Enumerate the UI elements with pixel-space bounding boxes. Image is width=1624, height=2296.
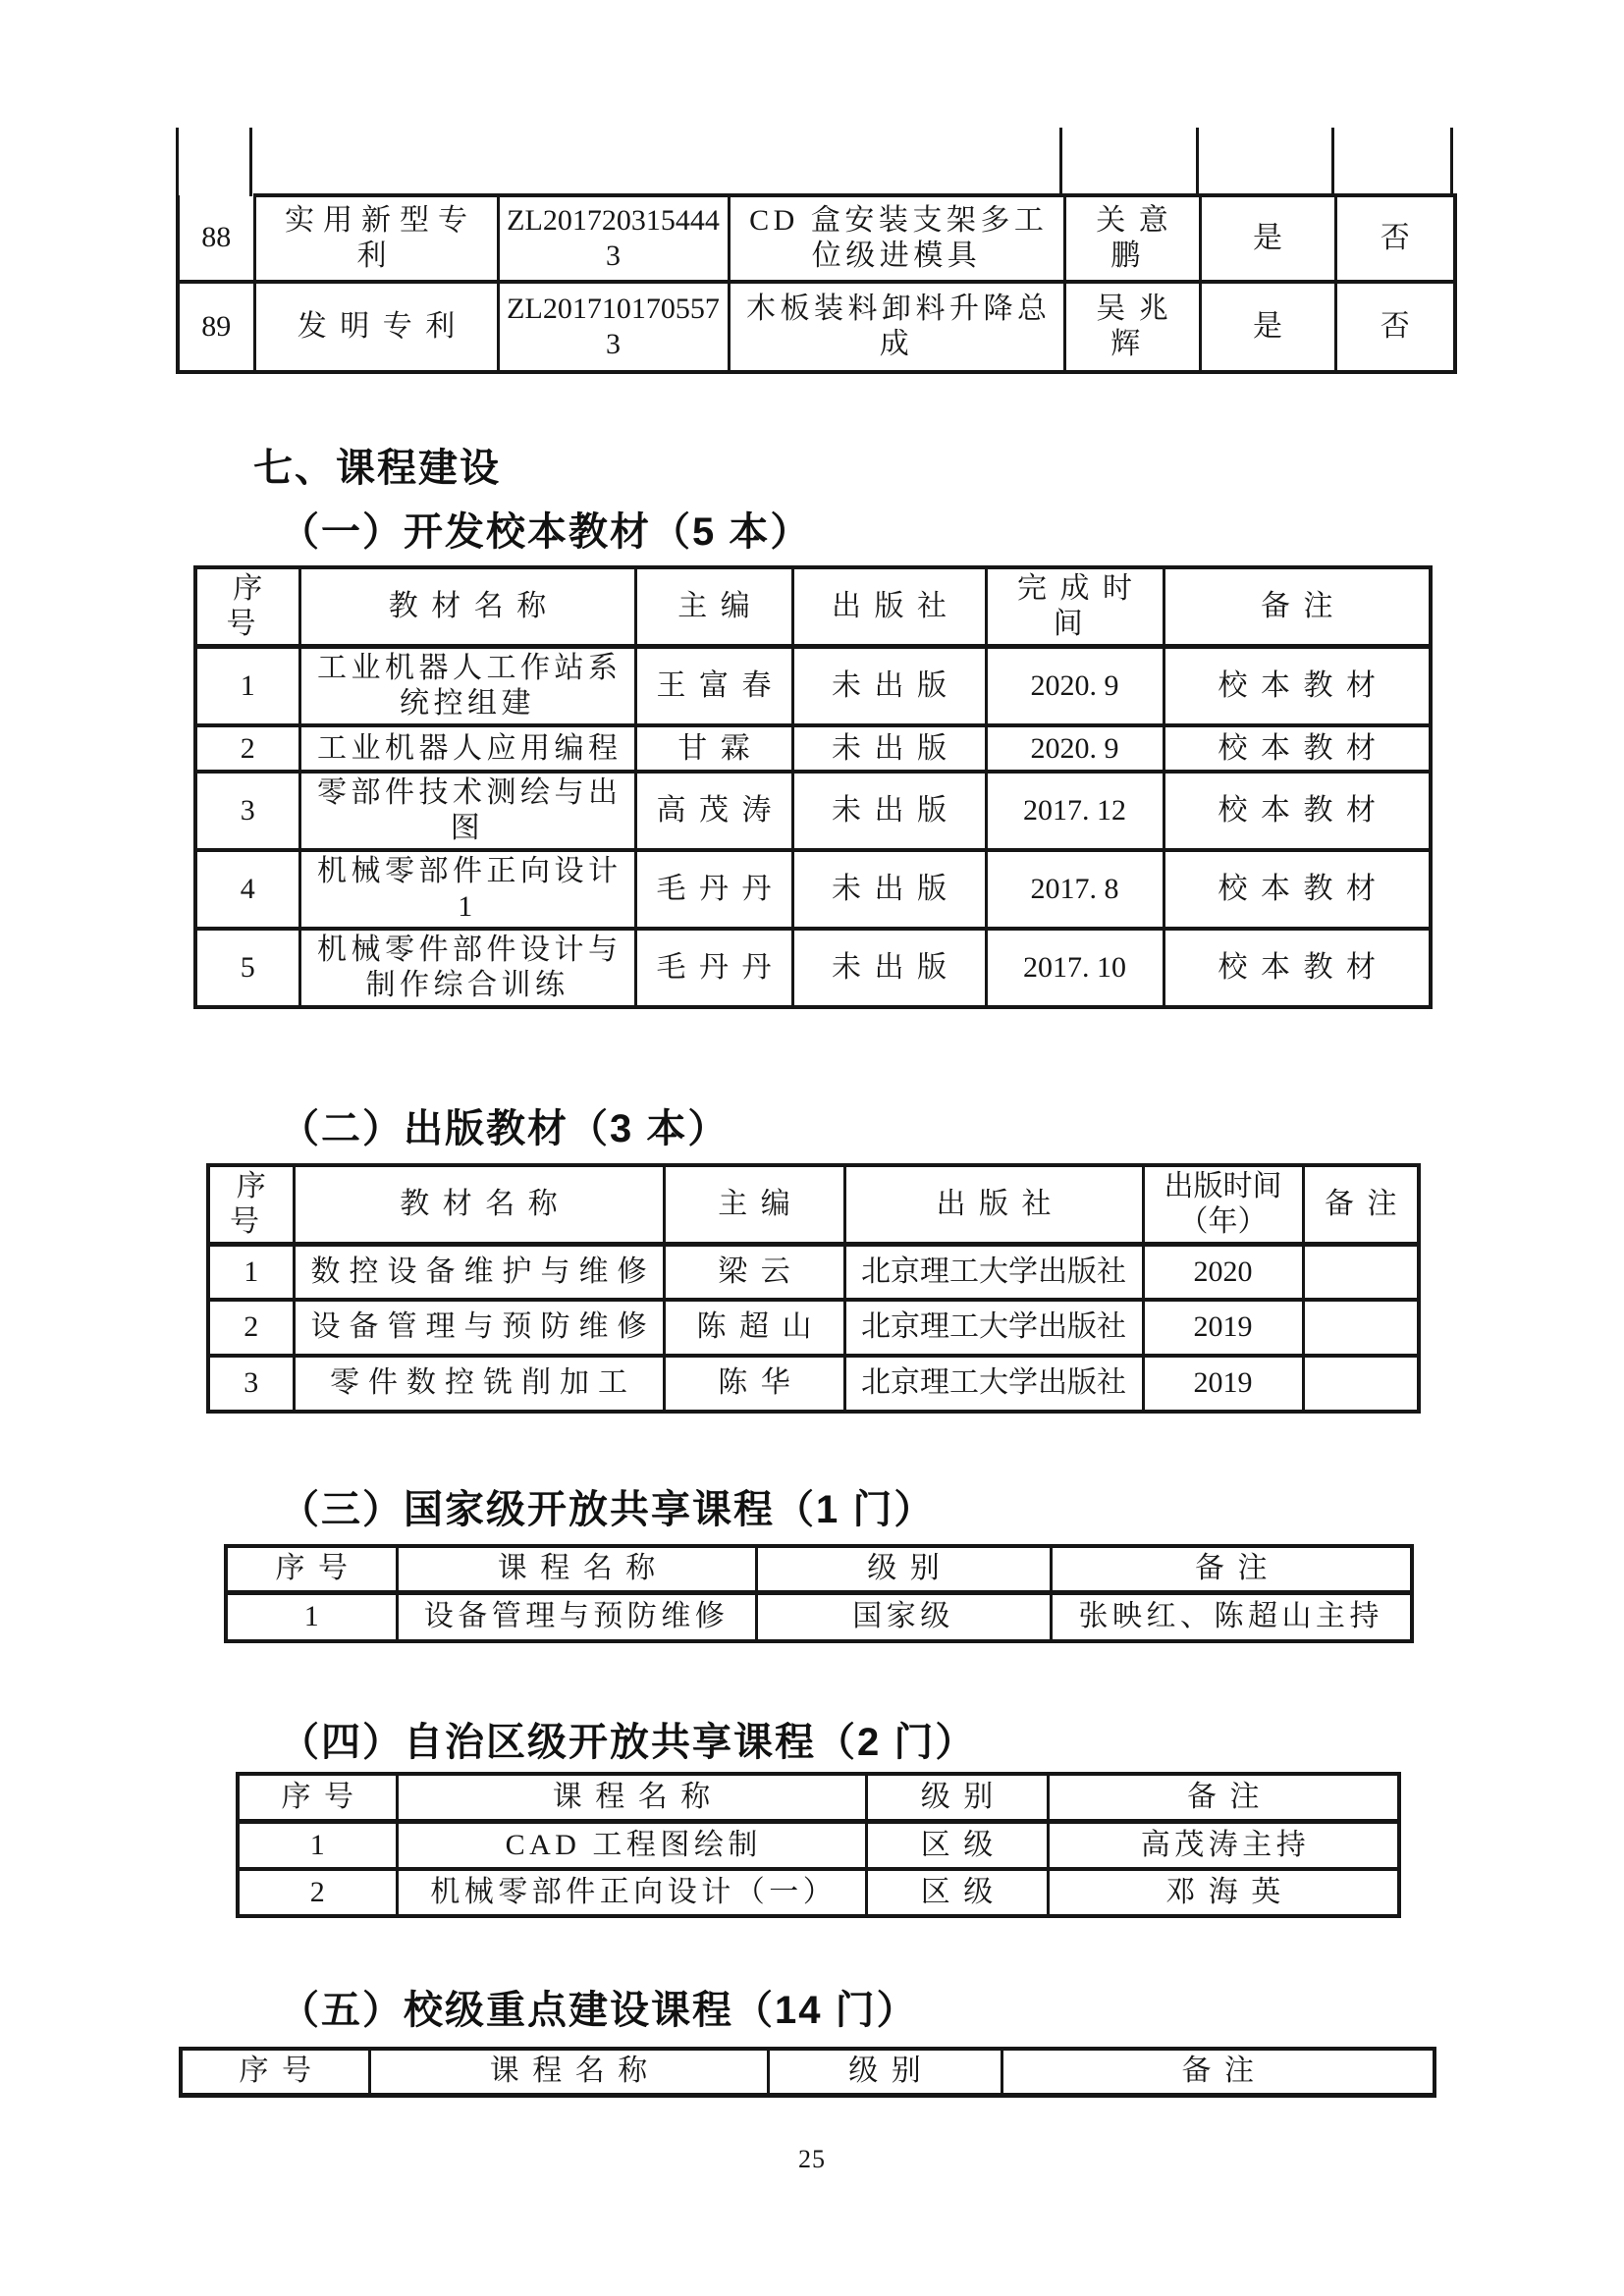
- table-continuation-line: [176, 128, 179, 196]
- table-row: [195, 647, 1431, 726]
- cell-year: 2020: [1143, 1245, 1303, 1300]
- table-row: [208, 1245, 1419, 1300]
- cell-level: 区级: [866, 1869, 1048, 1916]
- cell-serial: 88: [178, 195, 254, 282]
- subsection-heading-3: （三）国家级开放共享课程（1 门）: [280, 1488, 936, 1531]
- cell-editor: 王富春: [635, 647, 792, 726]
- cell-title: 工业机器人应用编程: [299, 725, 635, 772]
- cell-patent-number: ZL2017101705573: [498, 282, 729, 372]
- cell-editor: 甘霖: [635, 725, 792, 772]
- cell-publisher: 未出版: [792, 929, 986, 1007]
- table-continuation-line: [249, 128, 252, 196]
- subsection-heading-2: （二）出版教材（3 本）: [280, 1107, 730, 1150]
- table-row: [238, 1821, 1399, 1869]
- cell-title: 零件数控铣削加工: [294, 1356, 664, 1412]
- column-header: 序号: [226, 1546, 397, 1592]
- column-header: 级别: [756, 1546, 1051, 1592]
- cell-time: 2020. 9: [986, 725, 1164, 772]
- column-header: 备注: [1048, 1774, 1399, 1821]
- page-number: 25: [798, 2145, 826, 2173]
- cell-inventor: 关意鹏: [1064, 195, 1200, 282]
- cell-flag-yes: 是: [1200, 282, 1335, 372]
- patent-table: [176, 193, 1457, 374]
- column-header: 出版社: [844, 1165, 1143, 1245]
- cell-patent-type: 实用新型专利: [254, 195, 498, 282]
- cell-level: 国家级: [756, 1592, 1051, 1641]
- cell-publisher: 北京理工大学出版社: [844, 1245, 1143, 1300]
- cell-editor: 梁云: [664, 1245, 844, 1300]
- cell-serial: 1: [208, 1245, 294, 1300]
- column-header: 主编: [664, 1165, 844, 1245]
- cell-course: 设备管理与预防维修: [397, 1592, 756, 1641]
- cell-course: CAD 工程图绘制: [397, 1821, 866, 1869]
- table-row: [178, 195, 1455, 282]
- cell-publisher: 未出版: [792, 850, 986, 929]
- column-header: 序号: [181, 2049, 369, 2095]
- cell-flag-no: 否: [1335, 282, 1455, 372]
- table-row: [208, 1300, 1419, 1356]
- column-header: 出版社: [792, 567, 986, 647]
- column-header: 完成时间: [986, 567, 1164, 647]
- cell-publisher: 未出版: [792, 725, 986, 772]
- regional-course-table: [236, 1772, 1401, 1918]
- cell-serial: 3: [195, 772, 299, 850]
- column-header: 级别: [768, 2049, 1001, 2095]
- column-header: 级别: [866, 1774, 1048, 1821]
- cell-serial: 2: [208, 1300, 294, 1356]
- table-header-row: [238, 1774, 1399, 1821]
- national-course-table: [224, 1544, 1414, 1643]
- cell-title: 零部件技术测绘与出图: [299, 772, 635, 850]
- cell-editor: 陈华: [664, 1356, 844, 1412]
- table-header-row: [208, 1165, 1419, 1245]
- column-header: 备注: [1303, 1165, 1419, 1245]
- cell-editor: 毛丹丹: [635, 929, 792, 1007]
- cell-editor: 毛丹丹: [635, 850, 792, 929]
- subsection-heading-1: （一）开发校本教材（5 本）: [280, 510, 812, 554]
- table-row: [195, 725, 1431, 772]
- column-header: 备注: [1001, 2049, 1435, 2095]
- column-header: 课程名称: [369, 2049, 768, 2095]
- cell-note: 校本教材: [1164, 647, 1431, 726]
- cell-serial: 4: [195, 850, 299, 929]
- subsection-heading-5: （五）校级重点建设课程（14 门）: [280, 1989, 918, 2032]
- cell-editor: 陈超山: [664, 1300, 844, 1356]
- column-header: 出版时间（年）: [1143, 1165, 1303, 1245]
- cell-note: [1303, 1356, 1419, 1412]
- table-header-row: [195, 567, 1431, 647]
- cell-note: 校本教材: [1164, 772, 1431, 850]
- cell-serial: 1: [195, 647, 299, 726]
- subsection-heading-4: （四）自治区级开放共享课程（2 门）: [280, 1721, 977, 1764]
- table-row: [226, 1592, 1412, 1641]
- cell-patent-type: 发明专利: [254, 282, 498, 372]
- table-row: [195, 929, 1431, 1007]
- cell-level: 区级: [866, 1821, 1048, 1869]
- cell-patent-title: CD 盒安装支架多工位级进模具: [729, 195, 1064, 282]
- cell-note: 高茂涛主持: [1048, 1821, 1399, 1869]
- cell-publisher: 未出版: [792, 647, 986, 726]
- cell-note: 校本教材: [1164, 929, 1431, 1007]
- cell-note: [1303, 1300, 1419, 1356]
- cell-time: 2017. 8: [986, 850, 1164, 929]
- column-header: 课程名称: [397, 1774, 866, 1821]
- table-continuation-line: [1059, 128, 1062, 196]
- section-heading: 七、课程建设: [253, 447, 501, 490]
- cell-serial: 5: [195, 929, 299, 1007]
- cell-publisher: 北京理工大学出版社: [844, 1356, 1143, 1412]
- cell-note: 张映红、陈超山主持: [1051, 1592, 1412, 1641]
- cell-serial: 2: [195, 725, 299, 772]
- column-header: 主编: [635, 567, 792, 647]
- column-header: 序号: [238, 1774, 397, 1821]
- table-header-row: [181, 2049, 1435, 2095]
- cell-publisher: 北京理工大学出版社: [844, 1300, 1143, 1356]
- key-course-table: [179, 2047, 1436, 2098]
- cell-serial: 1: [238, 1821, 397, 1869]
- cell-editor: 高茂涛: [635, 772, 792, 850]
- cell-inventor: 吴兆辉: [1064, 282, 1200, 372]
- cell-note: 校本教材: [1164, 850, 1431, 929]
- cell-title: 工业机器人工作站系统控组建: [299, 647, 635, 726]
- cell-serial: 1: [226, 1592, 397, 1641]
- table-continuation-line: [1331, 128, 1334, 196]
- cell-serial: 2: [238, 1869, 397, 1916]
- column-header: 序号: [208, 1165, 294, 1245]
- column-header: 备注: [1164, 567, 1431, 647]
- cell-publisher: 未出版: [792, 772, 986, 850]
- border-mask: [180, 191, 247, 199]
- table-row: [238, 1869, 1399, 1916]
- cell-time: 2020. 9: [986, 647, 1164, 726]
- cell-flag-no: 否: [1335, 195, 1455, 282]
- school-textbook-table: [193, 565, 1433, 1009]
- cell-title: 设备管理与预防维修: [294, 1300, 664, 1356]
- column-header: 备注: [1051, 1546, 1412, 1592]
- cell-year: 2019: [1143, 1300, 1303, 1356]
- cell-patent-number: ZL2017203154443: [498, 195, 729, 282]
- cell-serial: 3: [208, 1356, 294, 1412]
- cell-year: 2019: [1143, 1356, 1303, 1412]
- table-continuation-line: [1196, 128, 1199, 196]
- table-header-row: [226, 1546, 1412, 1592]
- cell-note: 校本教材: [1164, 725, 1431, 772]
- table-row: [208, 1356, 1419, 1412]
- column-header: 教材名称: [294, 1165, 664, 1245]
- cell-time: 2017. 12: [986, 772, 1164, 850]
- cell-title: 机械零件部件设计与制作综合训练: [299, 929, 635, 1007]
- table-row: [195, 772, 1431, 850]
- cell-patent-title: 木板装料卸料升降总成: [729, 282, 1064, 372]
- cell-title: 数控设备维护与维修: [294, 1245, 664, 1300]
- cell-title: 机械零部件正向设计 1: [299, 850, 635, 929]
- cell-flag-yes: 是: [1200, 195, 1335, 282]
- cell-note: [1303, 1245, 1419, 1300]
- table-row: [195, 850, 1431, 929]
- cell-note: 邓海英: [1048, 1869, 1399, 1916]
- cell-course: 机械零部件正向设计（一）: [397, 1869, 866, 1916]
- cell-time: 2017. 10: [986, 929, 1164, 1007]
- column-header: 序号: [195, 567, 299, 647]
- table-continuation-line: [1450, 128, 1453, 196]
- cell-serial: 89: [178, 282, 254, 372]
- column-header: 教材名称: [299, 567, 635, 647]
- published-textbook-table: [206, 1163, 1421, 1414]
- table-row: [178, 282, 1455, 372]
- column-header: 课程名称: [397, 1546, 756, 1592]
